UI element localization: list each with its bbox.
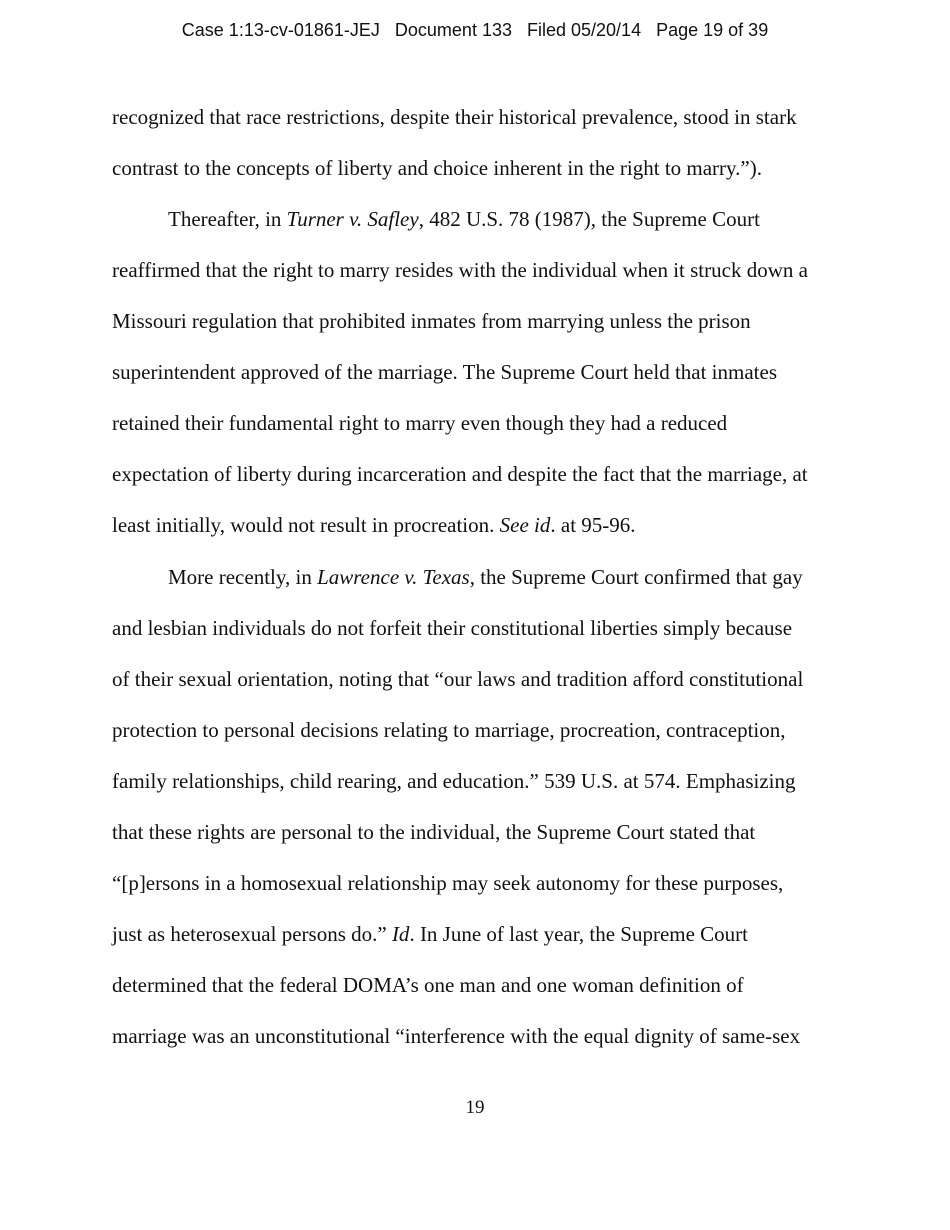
text-run: . at 95-96. [550,513,636,537]
body-line: reaffirmed that the right to marry resides with the individual when it struck down a [112,258,808,282]
text-run: just as heterosexual persons do.” [112,922,392,946]
body-line: of their sexual orientation, noting that “our laws and tradition afford constitutional [112,667,804,691]
page-indicator: Page 19 of 39 [656,20,769,40]
case-citation: Turner v. Safley [286,207,419,231]
body-line [112,515,636,536]
paragraph-start-line [168,567,803,588]
body-line: determined that the federal DOMA’s one man and one woman definition of [112,973,744,997]
page-number: 19 [465,1097,485,1118]
case-citation: Lawrence v. Texas [317,565,470,589]
document-number: Document 133 [394,20,512,40]
court-filing-header [0,20,950,41]
body-line [112,924,748,945]
body-line: that these rights are personal to the individual, the Supreme Court stated that [112,820,756,844]
body-line: and lesbian individuals do not forfeit their constitutional liberties simply because [112,616,793,640]
body-line: superintendent approved of the marriage. The Supreme Court held that inmates [112,360,777,384]
body-line: Missouri regulation that prohibited inmates from marrying unless the prison [112,309,751,333]
body-line: recognized that race restrictions, despite their historical prevalence, stood in stark [112,105,797,129]
text-run: , 482 U.S. 78 (1987), the Supreme Court [418,207,760,231]
case-number: Case 1:13-cv-01861-JEJ [181,20,380,40]
body-line: contrast to the concepts of liberty and choice inherent in the right to marry.”). [112,156,762,180]
body-line: “[p]ersons in a homosexual relationship may seek autonomy for these purposes, [112,871,784,895]
text-run: least initially, would not result in procreation. [112,513,500,537]
citation-signal: Id [391,922,410,946]
text-run: Thereafter, in [168,207,287,231]
citation-signal: See id [499,513,551,537]
text-run: . In June of last year, the Supreme Court [409,922,749,946]
body-line: expectation of liberty during incarceration and despite the fact that the marriage, at [112,462,808,486]
filed-date: Filed 05/20/14 [527,20,642,40]
body-line: protection to personal decisions relating to marriage, procreation, contraception, [112,718,786,742]
text-run: , the Supreme Court confirmed that gay [469,565,803,589]
text-run: More recently, in [168,565,318,589]
paragraph-start-line [168,209,760,230]
body-line: marriage was an unconstitutional “interference with the equal dignity of same-sex [112,1024,801,1048]
body-line: retained their fundamental right to marry even though they had a reduced [112,411,728,435]
body-line: family relationships, child rearing, and education.” 539 U.S. at 574. Emphasizing [112,769,796,793]
